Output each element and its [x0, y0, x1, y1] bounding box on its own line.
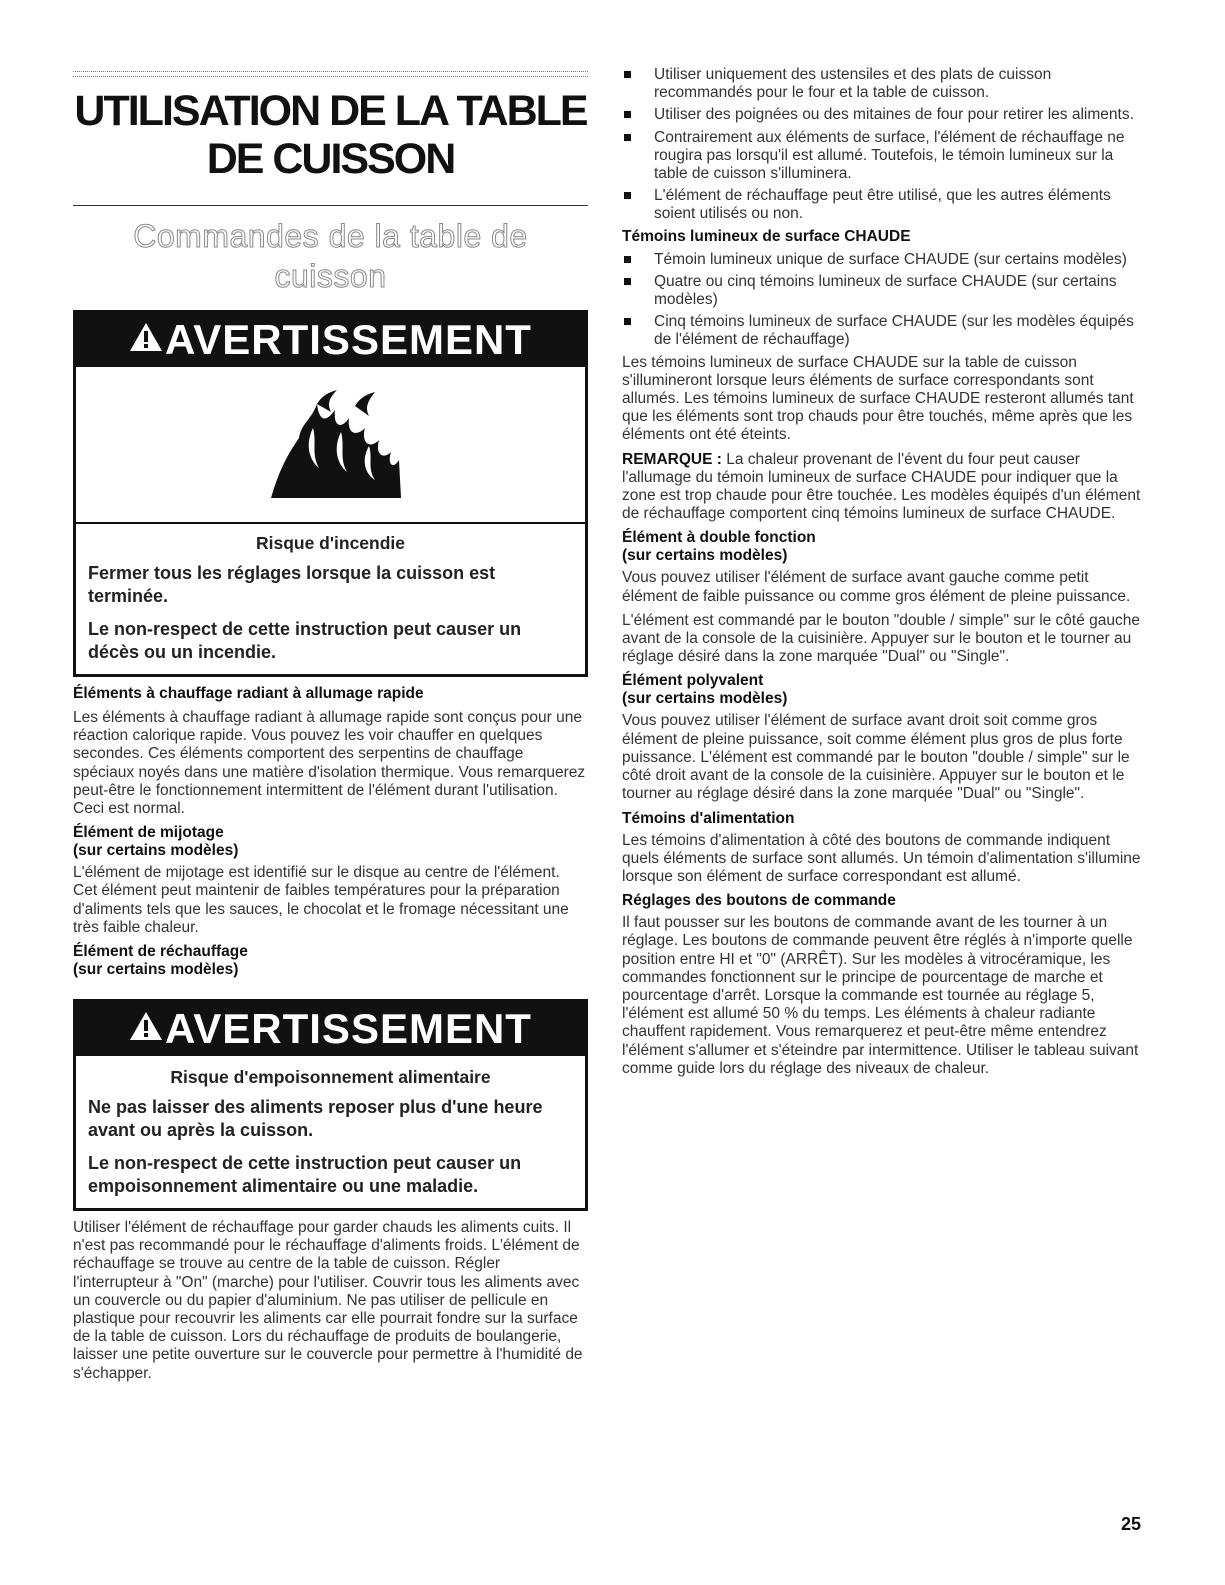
warning-instruction: Fermer tous les réglages lorsque la cuisson est terminée. [88, 563, 496, 606]
food-warning-box [73, 999, 588, 1211]
warning-header [76, 1002, 585, 1056]
warning-body [76, 524, 585, 674]
radiant-heading: Éléments à chauffage radiant à allumage rapide [73, 685, 424, 702]
title-rule [73, 205, 588, 206]
warming-bullet-list [622, 66, 1142, 224]
hot-surface-note [622, 451, 1142, 524]
warning-header-label: AVERTISSEMENT [165, 1005, 532, 1053]
warming-heading: Élément de réchauffage [73, 943, 248, 961]
power-text: Les témoins d'alimentation à côté des boutons de commande indiquent quels éléments de surface sont allumés. Un témoin d'alimentation s'illumine lorsque son élément de surface correspondant est allumé. [622, 831, 1141, 885]
simmer-section [73, 824, 588, 937]
title-line-1: UTILISATION DE LA TABLE [74, 87, 587, 135]
page-title [73, 87, 588, 183]
warning-consequence: Le non-respect de cette instruction peut causer un décès ou un incendie. [88, 619, 522, 662]
list-item: Témoin lumineux unique de surface CHAUDE (sur certains modèles) [622, 251, 1142, 269]
fire-warning-box [73, 310, 588, 677]
section-subtitle: Commandes de la table de cuisson [133, 218, 528, 294]
page-number: 25 [1120, 1514, 1141, 1534]
hot-surface-heading: Témoins lumineux de surface CHAUDE [622, 227, 911, 245]
warning-risk: Risque d'incendie [255, 533, 406, 553]
top-rule [73, 71, 588, 77]
list-item: L'élément de réchauffage peut être utilisé, que les autres éléments soient utilisés ou non. [622, 187, 1142, 223]
warning-triangle-icon [129, 311, 163, 365]
warning-body [76, 1056, 585, 1208]
right-column [622, 66, 1142, 1084]
simmer-heading: Élément de mijotage [73, 824, 224, 842]
list-item: Quatre ou cinq témoins lumineux de surface CHAUDE (sur certains modèles) [622, 273, 1142, 309]
list-item: Cinq témoins lumineux de surface CHAUDE (sur les modèles équipés de l'élément de réchauffage) [622, 313, 1142, 349]
simmer-text: L'élément de mijotage est identifié sur le disque au centre de l'élément. Cet élément peut maintenir de faibles températures pour la préparation d'aliments tels que les sauces, le chocolat et le fromage nécessitant une très faible chaleur. [73, 864, 569, 936]
radiant-section [73, 685, 588, 818]
warning-instruction: Ne pas laisser des aliments reposer plus d'une heure avant ou après la cuisson. [88, 1097, 543, 1141]
warning-consequence: Le non-respect de cette instruction peut causer un empoisonnement alimentaire ou une maladie. [88, 1153, 522, 1197]
multi-text: Vous pouvez utiliser l'élément de surface avant droit soit comme gros élément de pleine puissance, soit comme élément plus gros de plus forte puissance. L'élément est commandé par le bouton "double / simple" sur le côté droit avant de la console de la cuisinière. Appuyer sur le bouton et le tourner au réglage désiré dans la zone marquée "Dual" ou "Single". [622, 712, 1130, 803]
radiant-text: Les éléments à chauffage radiant à allumage rapide sont conçus pour une réaction calorique rapide. Vous pouvez les voir chauffer en quelques secondes. Ces éléments comportent des serpentins de chauffage spéciaux noyés dans une matière d'isolation thermique. Vous remarquerez peut-être le fonctionnement intermittent de l'élément durant l'utilisation. Ceci est normal. [73, 709, 586, 818]
list-item: Utiliser des poignées ou des mitaines de four pour retirer les aliments. [622, 106, 1142, 124]
multi-heading: Élément polyvalent [622, 672, 764, 690]
warning-header-label: AVERTISSEMENT [165, 316, 532, 363]
warming-section [73, 943, 588, 979]
knobs-text: Il faut pousser sur les boutons de commande avant de les tourner à un réglage. Les boutons de commande peuvent être réglés à n'importe quelle position entre HI et "0" (ARRÊT). Sur les modèles à vitrocéramique, les commandes fonctionnent sur le principe de pourcentage de marche et pourcentage d'arrêt. Lorsque la commande est tournée au réglage 5, l'élément est allumé 50 % du temps. Les éléments à chaleur radiante chauffent rapidement. Vous remarquerez et peut-être même entendrez l'élément s'allumer et s'éteindre par intermittence. Utiliser le tableau suivant comme guide lors du réglage des niveaux de chaleur. [622, 914, 1139, 1077]
dual-heading: Élément à double fonction [622, 529, 816, 547]
list-item: Contrairement aux éléments de surface, l'élément de réchauffage ne rougira pas lorsqu'il est allumé. Toutefois, le témoin lumineux sur la table de cuisson s'illuminera. [622, 129, 1142, 184]
note-label: REMARQUE : [622, 450, 722, 468]
simmer-heading-models: (sur certains modèles) [73, 842, 239, 860]
warming-text: Utiliser l'élément de réchauffage pour garder chauds les aliments cuits. Il n'est pas recommandé pour le réchauffage d'aliments froids. L'élément de réchauffage se trouve au centre de la table de cuisson. Régler l'interrupteur à "On" (marche) pour l'utiliser. Couvrir tous les aliments avec un couvercle ou du papier d'aluminium. Ne pas utiliser de pellicule en plastique pour recouvrir les aliments car elle pourrait fondre sur la surface de la table de cuisson. Lors du réchauffage de produits de boulangerie, laisser une petite ouverture sur le couvercle pour permettre à l'humidité de s'échapper. [73, 1219, 583, 1382]
hot-surface-text: Les témoins lumineux de surface CHAUDE sur la table de cuisson s'illumineront lorsque leurs éléments de surface correspondants sont allumés. Les témoins lumineux de surface CHAUDE resteront allumés tant que les éléments sont trop chauds pour être touchés, même après que les éléments ont été éteints. [622, 353, 1134, 444]
dual-text-1: Vous pouvez utiliser l'élément de surface avant gauche comme petit élément de faible puissance ou comme gros élément de pleine puissance. [622, 569, 1131, 605]
note-text: La chaleur provenant de l'évent du four peut causer l'allumage du témoin lumineux de surface CHAUDE pour indiquer que la zone est trop chaude pour être touchée. Les modèles équipés d'un élément de réchauffage comportent cinq témoins lumineux de surface CHAUDE. [622, 450, 1141, 523]
warning-header [76, 313, 585, 367]
fire-pictogram [76, 367, 585, 524]
warming-heading-models: (sur certains modèles) [73, 961, 239, 979]
multi-heading-models: (sur certains modèles) [622, 690, 788, 708]
dual-heading-models: (sur certains modèles) [622, 547, 788, 565]
dual-text-2: L'élément est commandé par le bouton "double / simple" sur le côté gauche avant de la console de la cuisinière. Appuyer sur le bouton et le tourner au réglage désiré dans la zone marquée "Dual" ou "Single". [622, 611, 1141, 666]
warning-triangle-icon [129, 1000, 163, 1054]
warning-risk: Risque d'empoisonnement alimentaire [170, 1067, 491, 1088]
list-item: Utiliser uniquement des ustensiles et des plats de cuisson recommandés pour le four et la table de cuisson. [622, 66, 1142, 102]
hot-surface-bullet-list [622, 251, 1142, 350]
power-heading: Témoins d'alimentation [622, 809, 795, 827]
left-column [73, 66, 588, 1389]
fire-icon [251, 390, 411, 500]
knobs-heading: Réglages des boutons de commande [622, 892, 896, 910]
title-line-2: DE CUISSON [206, 135, 455, 183]
